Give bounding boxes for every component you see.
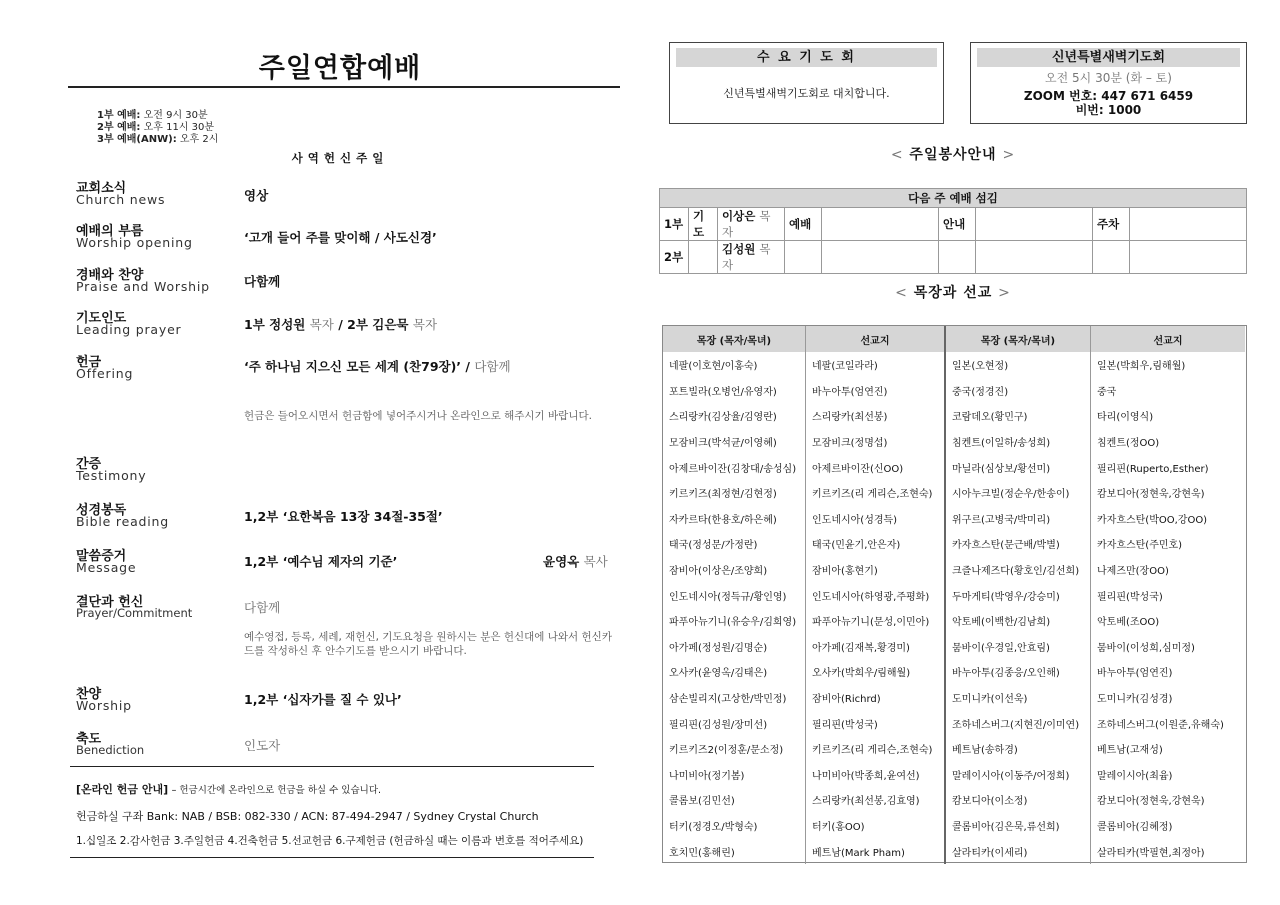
mission-field-cell: 베트남(고재성) (1097, 745, 1163, 757)
item-offering-value: ‘주 하나님 지으신 모든 세계 (찬79장)’ / 다함께 (244, 359, 511, 374)
mission-row (663, 685, 1245, 711)
mission-field-cell: 태국(민윤기,안은자) (806, 531, 946, 557)
mission-field-cell: 바누아투(엄연진) (1097, 668, 1173, 680)
zoom-number: ZOOM 번호: 447 671 6459 (1023, 89, 1194, 103)
mission-field-cell: 터키(홍OO) (806, 813, 946, 839)
serve-table-header: 다음 주 예배 섬김 (660, 189, 1247, 208)
zoom-password: 비번: 1000 (1075, 103, 1142, 117)
mission-group-cell: 인도네시아(정득규/황인영) (663, 582, 806, 608)
mission-field-cell: 조하네스버그(이원준,유해숙) (1097, 719, 1224, 731)
mission-row (663, 634, 1245, 660)
serve-table (659, 188, 1247, 274)
item-church-news-ko: 교회소식 (76, 181, 127, 196)
mission-field-cell: 오사카(박희우/림해월) (806, 659, 946, 685)
item-offering-ko: 헌금 (76, 355, 102, 370)
mission-field-cell: 아제르바이잔(신OO) (806, 454, 946, 480)
offering-note: 헌금은 들어오시면서 헌금함에 넣어주시거나 온라인으로 해주시기 바랍니다. (244, 410, 592, 422)
item-commit-ko: 결단과 헌신 (76, 595, 144, 610)
mission-field-cell: 베트남(Mark Pham) (806, 838, 946, 864)
bank-account-line: 헌금하실 구좌 Bank: NAB / BSB: 082-330 / ACN: 87-494-2947 / Sydney Crystal Church (76, 810, 539, 823)
mission-group-cell: 뭄바이(우경일,안효림) (945, 634, 1091, 660)
mission-table (663, 326, 1245, 864)
online-info-top-rule (70, 766, 594, 767)
item-testimony-ko: 간증 (76, 457, 102, 472)
mission-group-cell: 자카르타(한용호/하은혜) (663, 506, 806, 532)
mission-group-cell: 침켄트(이일하/송성희) (945, 429, 1091, 455)
mission-group-cell: 나미비아(정기봄) (663, 762, 806, 788)
mission-group-cell: 살라티카(이세리) (945, 838, 1091, 864)
mission-row (663, 659, 1245, 685)
item-prayer-en: Leading prayer (76, 322, 182, 337)
mission-group-cell: 터키(정경오/박형숙) (663, 813, 806, 839)
mission-row (663, 762, 1245, 788)
item-commit-value: 다함께 (244, 600, 281, 615)
mission-field-cell: 악토베(조OO) (1097, 617, 1160, 629)
mission-field-cell: 카자흐스탄(박OO,강OO) (1097, 514, 1208, 526)
mission-group-cell: 태국(정성문/가정란) (663, 531, 806, 557)
mission-group-cell: 모잠비크(박석균/이영혜) (663, 429, 806, 455)
mission-group-cell: 포트빌라(오병언/유영자) (663, 378, 806, 404)
item-praise-en: Praise and Worship (76, 279, 210, 294)
mission-group-cell: 코람데오(황민구) (945, 403, 1091, 429)
mission-field-cell: 필리핀(Ruperto,Esther) (1097, 463, 1209, 475)
mission-field-cell: 나미비아(박종희,윤여선) (806, 762, 946, 788)
page-title: 주일연합예배 (258, 53, 422, 84)
item-prayer-value: 1부 정성원 목자 / 2부 김은묵 목자 (244, 317, 438, 332)
item-bible-ko: 성경봉독 (76, 503, 127, 518)
mission-field-cell: 네팔(코일라라) (806, 352, 946, 378)
mission-group-cell: 네팔(이호현/이홍숙) (663, 352, 806, 378)
mission-row (663, 378, 1245, 404)
item-worship-opening-ko: 예배의 부름 (76, 224, 144, 239)
mission-group-cell: 조하네스버그(지현진/이미연) (945, 710, 1091, 736)
mission-group-cell: 중국(정경진) (945, 378, 1091, 404)
mission-group-cell: 마닐라(심상보/황선미) (945, 454, 1091, 480)
mission-group-cell: 캄보디아(이소정) (945, 787, 1091, 813)
sunday-theme: 사역헌신주일 (291, 151, 389, 165)
mission-group-cell: 콜롬보(김민선) (663, 787, 806, 813)
mission-field-cell: 일본(박희우,림해월) (1097, 361, 1186, 373)
mission-field-cell: 타리(이영식) (1097, 412, 1154, 424)
dawn-prayer-title: 신년특별새벽기도회 (977, 48, 1240, 67)
mission-group-cell: 말레이시아(이동주/어정희) (945, 762, 1091, 788)
mission-field-cell: 중국 (1097, 386, 1117, 398)
serve-row-2: 2부 김성원 목자 (660, 241, 1247, 274)
mission-group-cell: 시아누크빌(정순우/한송이) (945, 480, 1091, 506)
item-praise-ko: 경배와 찬양 (76, 268, 144, 283)
mission-group-cell: 콜롬비아(김은묵,류선희) (945, 813, 1091, 839)
serve-row-1: 1부 기도 이상은 목자 예배 안내 주차 (660, 208, 1247, 241)
mission-group-cell: 위구르(고병국/박미리) (945, 506, 1091, 532)
mission-group-cell: 두마게티(박영우/강승미) (945, 582, 1091, 608)
mission-row (663, 429, 1245, 455)
service-time-2: 2부 예배: 오후 11시 30분 (97, 122, 215, 133)
mission-field-cell: 침켄트(정OO) (1097, 438, 1160, 450)
mission-field-cell: 카자흐스탄(주민호) (1097, 540, 1183, 552)
item-church-news-en: Church news (76, 192, 166, 207)
mission-field-cell: 살라티카(박필현,최정아) (1097, 847, 1205, 859)
mission-field-cell: 키르키즈(리 게리슨,조현숙) (806, 480, 946, 506)
mission-group-cell: 스리랑카(김상율/김영란) (663, 403, 806, 429)
serve-section-heading: < 주일봉사안내 > (890, 147, 1016, 163)
mission-field-cell: 말레이시아(최윰) (1097, 770, 1173, 782)
item-testimony-en: Testimony (76, 468, 147, 483)
wednesday-prayer-title: 수 요 기 도 회 (676, 48, 937, 67)
item-message-value: 1,2부 ‘예수님 제자의 기준’ (244, 554, 398, 569)
item-message-en: Message (76, 560, 137, 575)
item-bible-en: Bible reading (76, 514, 169, 529)
item-benediction-en: Benediction (76, 743, 145, 757)
dawn-prayer-box (970, 42, 1247, 124)
mission-field-cell: 잠비아(Richrd) (806, 685, 946, 711)
mission-group-cell: 키르키즈2(이정훈/문소정) (663, 736, 806, 762)
mission-group-cell: 크즐나제즈다(황호인/김선희) (945, 557, 1091, 583)
mission-row (663, 608, 1245, 634)
mission-field-cell: 필리핀(박성국) (806, 710, 946, 736)
mission-group-cell: 아제르바이잔(김창대/송성심) (663, 454, 806, 480)
mission-group-cell: 삼손빌리지(고상한/박민정) (663, 685, 806, 711)
mission-row (663, 352, 1245, 378)
mission-group-cell: 카자흐스탄(문근배/박별) (945, 531, 1091, 557)
mission-field-cell: 나제즈만(장OO) (1097, 566, 1169, 578)
service-time-1: 1부 예배: 오전 9시 30분 (97, 110, 208, 121)
mission-row (663, 480, 1245, 506)
online-info-bottom-rule (70, 857, 594, 858)
mission-field-cell: 스리랑카(최선봉) (806, 403, 946, 429)
mission-group-cell: 베트남(송하경) (945, 736, 1091, 762)
mission-header-row: 목장 (목자/목녀) 선교지 목장 (목자/목녀) 선교지 (663, 326, 1245, 352)
dawn-prayer-time: 오전 5시 30분 (화 – 토) (1045, 71, 1172, 85)
mission-field-cell: 콜롬비아(김혜정) (1097, 821, 1173, 833)
mission-field-cell: 키르키즈(리 게리슨,조현숙) (806, 736, 946, 762)
mission-field-cell: 바누아투(엄연진) (806, 378, 946, 404)
mission-group-cell: 바누아투(김종응/오인해) (945, 659, 1091, 685)
mission-row (663, 787, 1245, 813)
item-benediction-value: 인도자 (244, 738, 281, 753)
item-praise-value: 다함께 (244, 274, 281, 289)
mission-row (663, 813, 1245, 839)
mission-field-cell: 인도네시아(하영광,주평화) (806, 582, 946, 608)
mission-field-cell: 스리랑카(최선봉,김효영) (806, 787, 946, 813)
mission-group-cell: 오사카(윤영옥/김태은) (663, 659, 806, 685)
mission-section-heading: < 목장과 선교 > (895, 285, 1011, 301)
mission-field-cell: 아가페(김재복,황경미) (806, 634, 946, 660)
mission-field-cell: 파푸아뉴기니(문성,이민아) (806, 608, 946, 634)
offering-types-line: 1.십일조 2.감사헌금 3.주일헌금 4.건축헌금 5.선교헌금 6.구제헌금 (헌금하실 때는 이름과 번호를 적어주세요) (76, 835, 584, 847)
mission-field-cell: 잠비아(홍현기) (806, 557, 946, 583)
title-divider (68, 86, 620, 88)
preacher: 윤영옥 목사 (543, 554, 608, 569)
mission-field-cell: 뭄바이(이성희,심미정) (1097, 642, 1195, 654)
mission-field-cell: 캄보디아(정현욱,강현욱) (1097, 489, 1205, 501)
item-worship-ko: 찬양 (76, 687, 102, 702)
item-prayer-ko: 기도인도 (76, 311, 127, 326)
mission-row (663, 557, 1245, 583)
service-time-3: 3부 예배(ANW): 오후 2시 (97, 134, 219, 145)
mission-field-cell: 필리핀(박성국) (1097, 591, 1163, 603)
item-worship-en: Worship (76, 698, 132, 713)
wednesday-prayer-box (669, 42, 944, 124)
mission-group-cell: 도미니카(이선욱) (945, 685, 1091, 711)
item-commit-en: Prayer/Commitment (76, 606, 193, 620)
item-benediction-ko: 축도 (76, 732, 102, 747)
mission-row (663, 736, 1245, 762)
mission-group-cell: 아가페(정성원/김명순) (663, 634, 806, 660)
mission-row (663, 454, 1245, 480)
mission-group-cell: 필리핀(김성원/장미선) (663, 710, 806, 736)
wednesday-prayer-text: 신년특별새벽기도회로 대치합니다. (723, 87, 890, 100)
mission-field-cell: 캄보디아(정현욱,강현욱) (1097, 796, 1205, 808)
commit-note: 예수영접, 등록, 세례, 재헌신, 기도요청을 원하시는 분은 헌신대에 나와서 헌신카드를 작성하신 후 안수기도를 받으시기 바랍니다. (244, 631, 612, 657)
mission-field-cell: 인도네시아(성경득) (806, 506, 946, 532)
mission-field-cell: 도미니카(김성경) (1097, 694, 1173, 706)
item-message-ko: 말씀증거 (76, 549, 127, 564)
mission-group-cell: 파푸아뉴기니(유승우/김희영) (663, 608, 806, 634)
mission-group-cell: 일본(오현정) (945, 352, 1091, 378)
mission-group-cell: 호치민(홍해린) (663, 838, 806, 864)
item-church-news-value: 영상 (244, 188, 269, 203)
mission-group-cell: 잠비아(이상은/조양희) (663, 557, 806, 583)
online-offering-heading: [온라인 헌금 안내] – 헌금시간에 온라인으로 헌금을 하실 수 있습니다. (76, 783, 382, 796)
mission-row (663, 582, 1245, 608)
mission-field-cell: 모잠비크(정명섭) (806, 429, 946, 455)
mission-row (663, 531, 1245, 557)
mission-group-cell: 키르키즈(최정현/김현정) (663, 480, 806, 506)
mission-row (663, 403, 1245, 429)
mission-row (663, 506, 1245, 532)
mission-row (663, 710, 1245, 736)
item-offering-en: Offering (76, 366, 134, 381)
item-worship-value: 1,2부 ‘십자가를 질 수 있나’ (244, 692, 402, 707)
item-bible-value: 1,2부 ‘요한복음 13장 34절-35절’ (244, 509, 443, 524)
item-worship-opening-value: ‘고개 들어 주를 맞이해 / 사도신경’ (244, 230, 437, 245)
item-worship-opening-en: Worship opening (76, 235, 193, 250)
mission-group-cell: 악토베(이백한/김남희) (945, 608, 1091, 634)
mission-row (663, 838, 1245, 864)
